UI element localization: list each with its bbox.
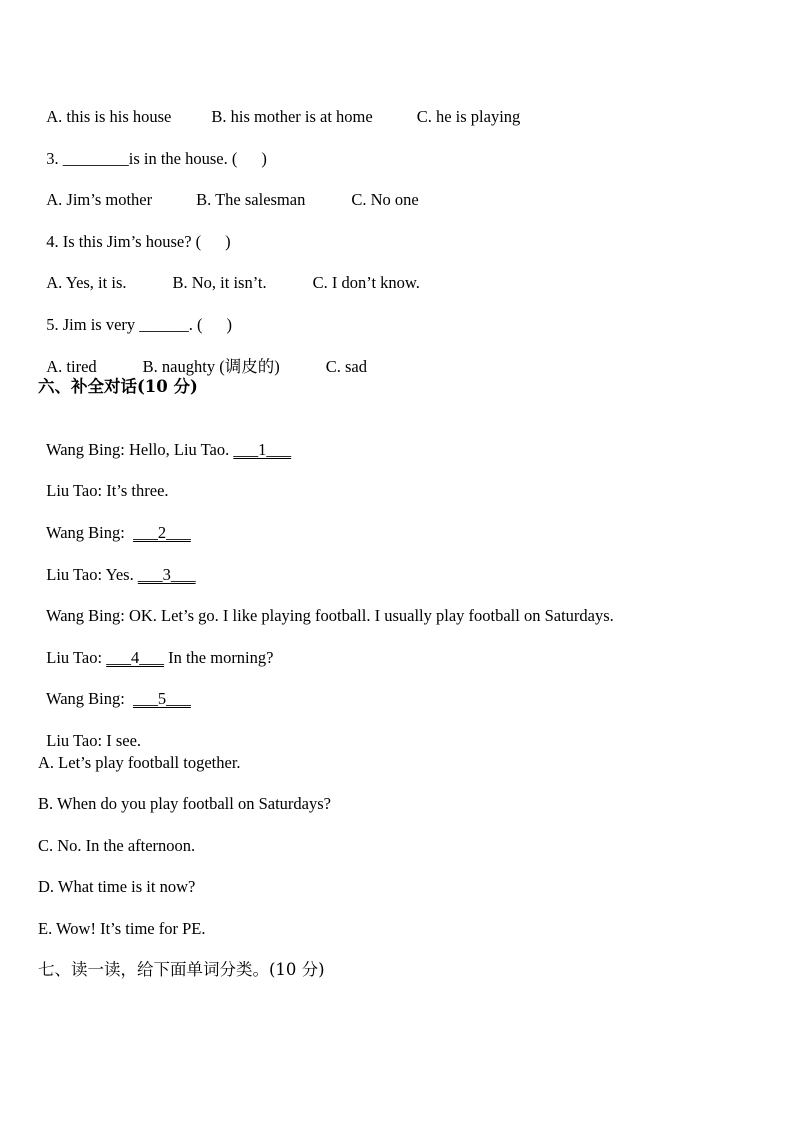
q5-options: [38, 337, 367, 377]
dialogue-text: [125, 689, 133, 708]
question-5: [38, 295, 232, 335]
dialogue-text: Yes.: [102, 565, 138, 584]
dialogue-choice-b: B. When do you play football on Saturdays?: [38, 794, 331, 813]
q4-option-b: B. No, it isn’t.: [172, 273, 267, 292]
q4-option-a: A. Yes, it is.: [46, 273, 127, 292]
dialogue-choice-d: D. What time is it now?: [38, 877, 196, 896]
dialogue-blank-4: ___4___: [106, 648, 164, 667]
q3-paren-close: ): [261, 149, 267, 168]
question-4: [38, 212, 231, 252]
dialogue-blank-5: ___5___: [133, 689, 191, 708]
question-3: [38, 129, 267, 169]
dialogue-text: Hello, Liu Tao.: [124, 440, 234, 459]
dialogue-text: It’s three.: [102, 481, 169, 500]
q4-options: [38, 253, 420, 293]
section-7-heading: 七、读一读，给下面单词分类。(10 分): [38, 960, 325, 979]
dialogue-speaker: Liu Tao:: [46, 731, 103, 750]
dialogue-speaker: Liu Tao:: [46, 648, 103, 667]
dialogue-speaker: Wang Bing:: [45, 689, 125, 708]
dialogue-choice-e: E. Wow! It’s time for PE.: [38, 919, 206, 938]
dialogue-blank-3: ___3___: [137, 565, 196, 584]
dialogue-text: OK. Let’s go. I like playing football. I usually play football on Saturdays.: [124, 606, 614, 625]
dialogue-speaker: Liu Tao:: [46, 481, 103, 500]
q4-text: 4. Is this Jim’s house? (: [46, 232, 202, 251]
dialogue-text: [125, 523, 133, 542]
dialogue-speaker: Wang Bing:: [45, 606, 125, 625]
q3-option-b: B. The salesman: [196, 190, 306, 209]
q2-option-b: B. his mother is at home: [211, 107, 373, 126]
q5-text-prefix: 5. Jim is very: [46, 315, 140, 334]
dialogue-choice-c: C. No. In the afternoon.: [38, 836, 196, 855]
dialogue-line-7: [38, 669, 191, 709]
q5-option-c: C. sad: [325, 357, 367, 376]
q3-option-a: A. Jim’s mother: [46, 190, 153, 209]
dialogue-line-5: [38, 586, 614, 626]
q4-option-c: C. I don’t know.: [312, 273, 420, 292]
q5-option-b: B. naughty (调皮的): [142, 357, 280, 376]
section-6-heading: 六、补全对话(10 分): [38, 377, 198, 396]
dialogue-line-6: [38, 628, 273, 668]
q3-number: 3.: [46, 149, 63, 168]
q3-options: [38, 170, 419, 210]
q5-text: . (: [188, 315, 203, 334]
q3-blank: ________: [62, 149, 129, 168]
q5-paren-close: ): [226, 315, 233, 334]
dialogue-line-3: [38, 503, 191, 543]
dialogue-text: I see.: [102, 731, 142, 750]
dialogue-line-4: [38, 545, 196, 585]
dialogue-line-2: [38, 461, 169, 501]
q5-option-a: A. tired: [46, 357, 97, 376]
dialogue-line-8: [38, 711, 141, 751]
dialogue-line-1: [38, 420, 291, 460]
q2-option-a: A. this is his house: [46, 107, 172, 126]
q3-option-c: C. No one: [351, 190, 419, 209]
dialogue-blank-1: ___1___: [233, 440, 292, 459]
dialogue-blank-2: ___2___: [133, 523, 191, 542]
dialogue-speaker: Wang Bing:: [45, 523, 125, 542]
q2-options: [38, 87, 520, 127]
q5-blank: ______: [139, 315, 189, 334]
dialogue-text-after: In the morning?: [163, 648, 274, 667]
q3-text: is in the house. (: [128, 149, 238, 168]
dialogue-choice-a: A. Let’s play football together.: [38, 753, 241, 772]
dialogue-speaker: Wang Bing:: [45, 440, 125, 459]
q2-option-c: C. he is playing: [416, 107, 521, 126]
dialogue-speaker: Liu Tao:: [46, 565, 103, 584]
q4-paren-close: ): [225, 232, 231, 251]
